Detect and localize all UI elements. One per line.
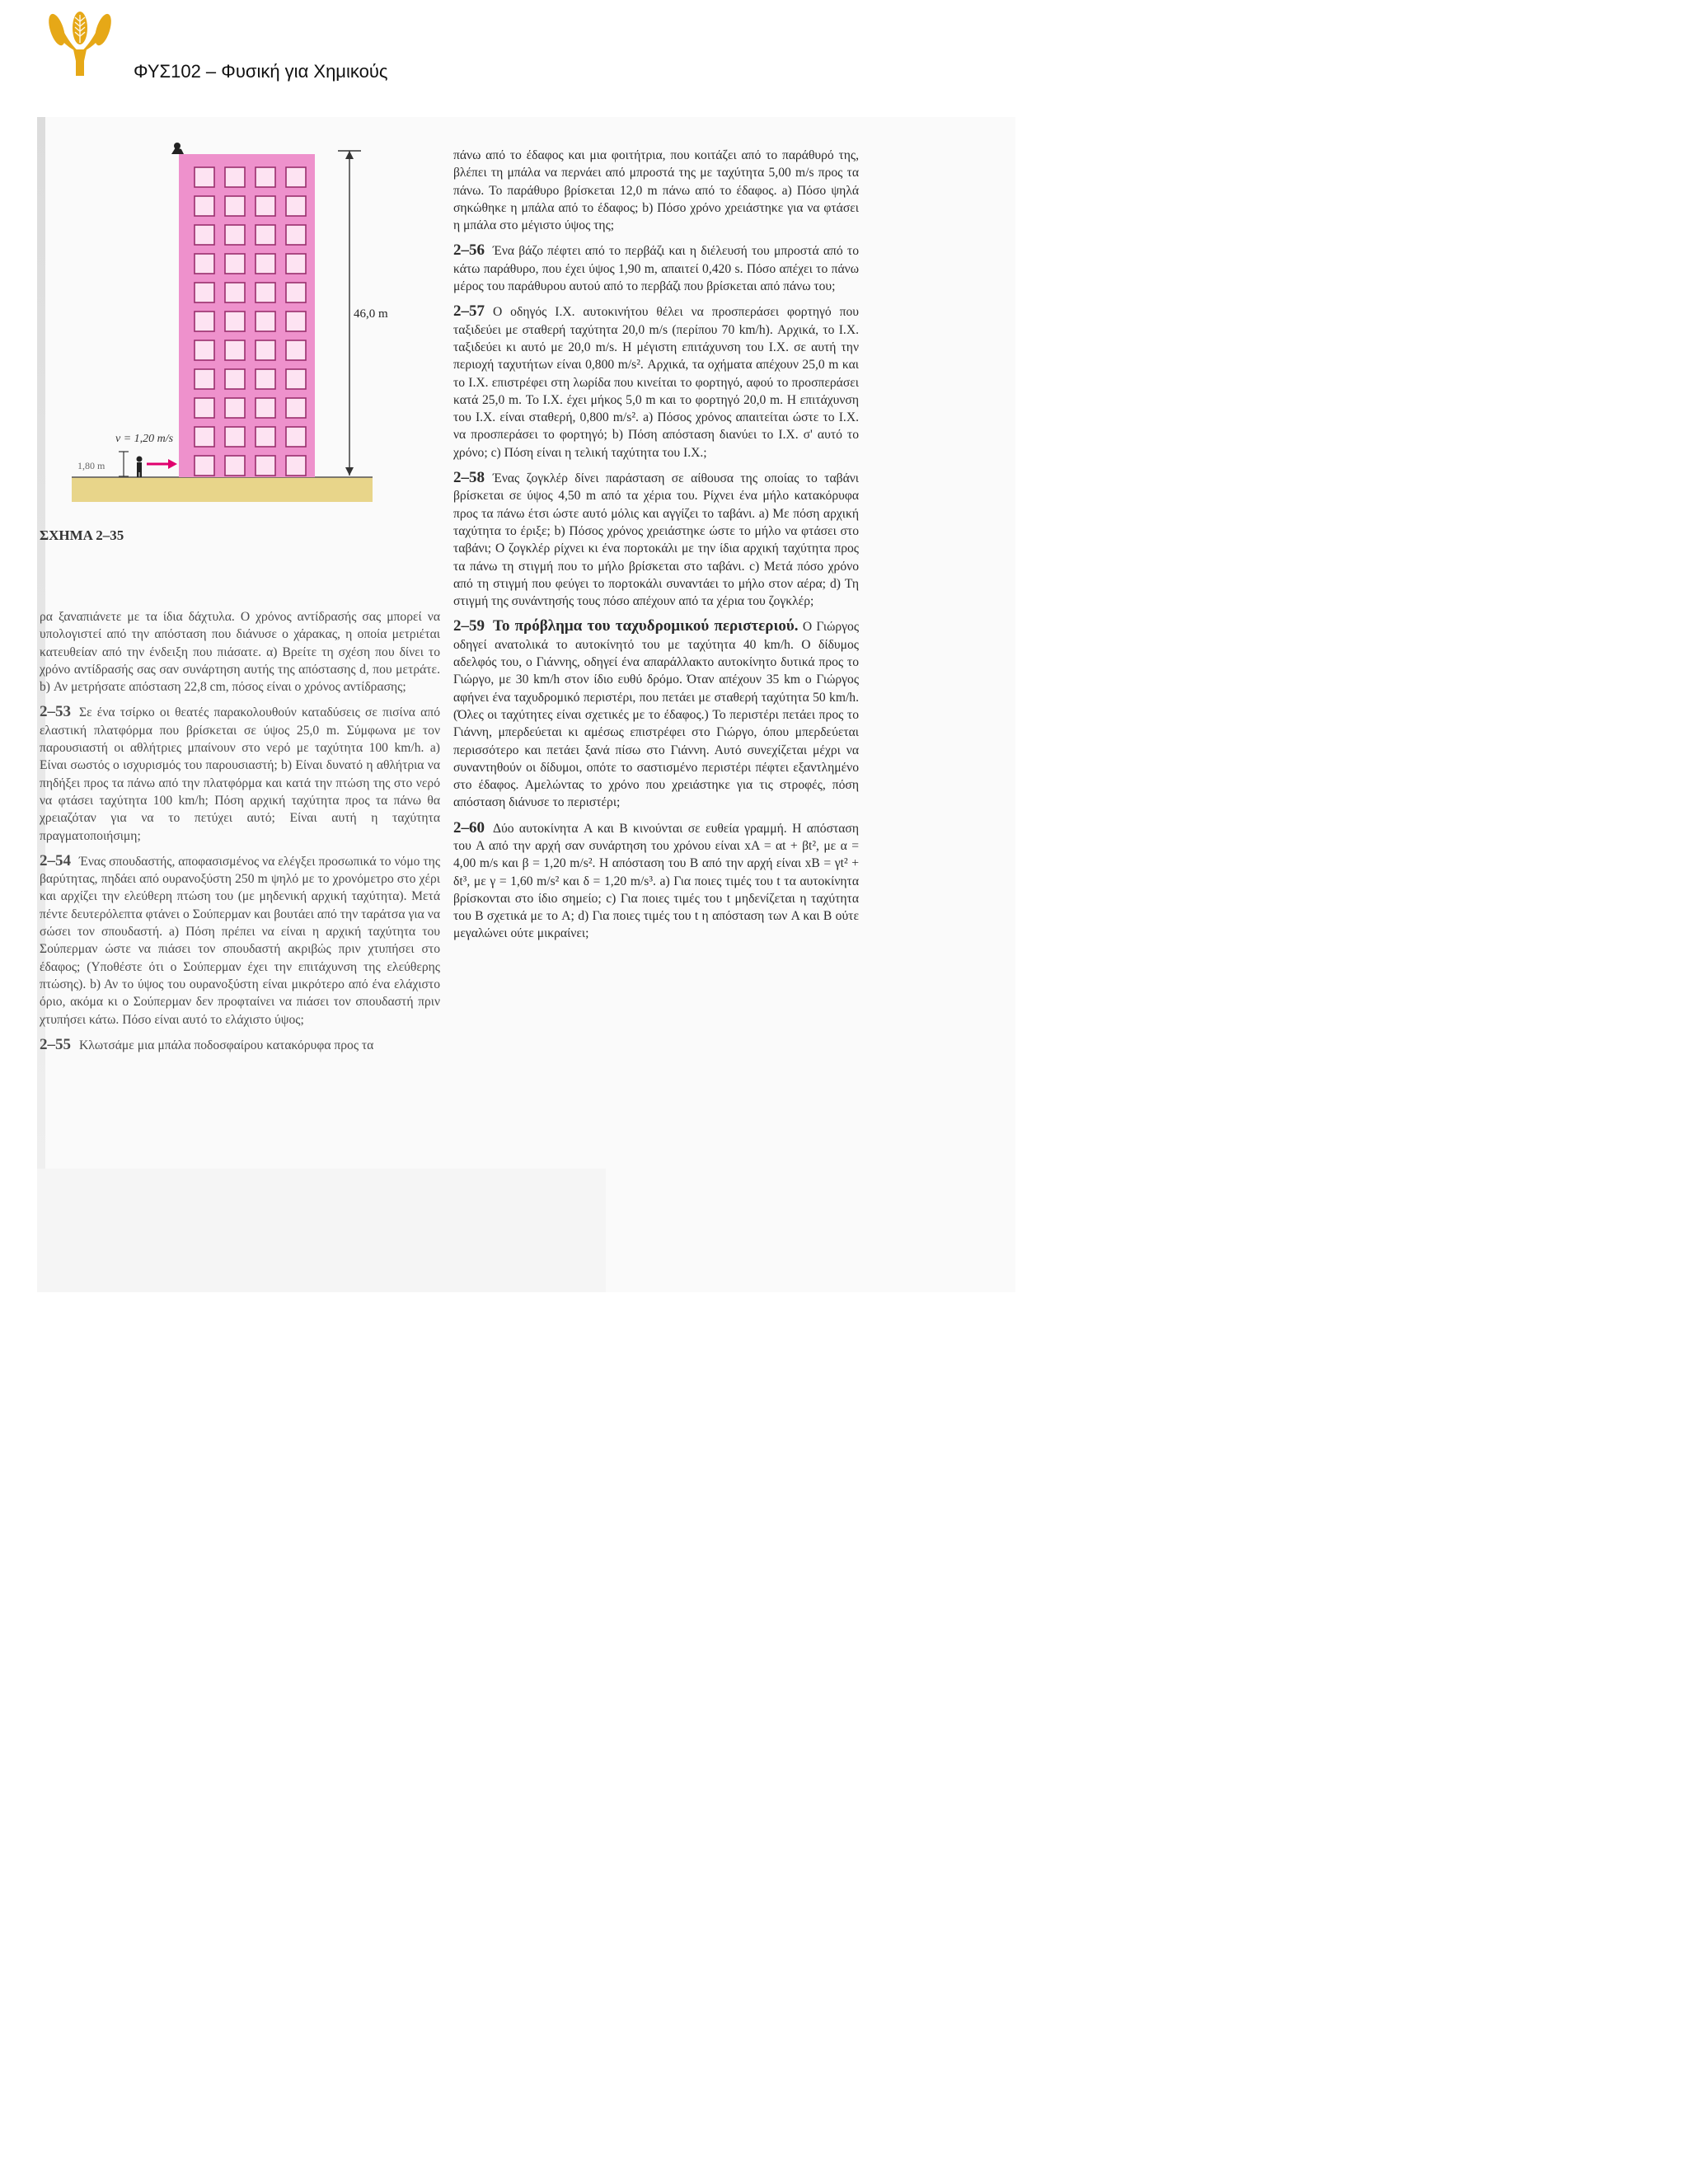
problem-number: 2–56 <box>453 241 485 260</box>
problem-text: Δύο αυτοκίνητα A και B κινούνται σε ευθεία γραμμή. Η απόσταση του A από την αρχή σαν συνάρτηση του χρόνου είναι xA = αt + βt², με α = 4,00 m/s και β = 1,20 m/s². Η απόσταση του B από την αρχή είναι xB = γt² + δt³, με γ = 1,60 m/s² και δ = 1,20 m/s³. a) Για ποιες τιμές του t τα αυτοκίνητα βρίσκονται στο ίδιο σημείο; c) Για ποιες τιμές του t μηδενίζεται η ταχύτητα του B σχετικά με το A; d) Για ποιες τιμές του t η απόσταση των A και B ούτε μεγαλώνει ούτε μικραίνει; <box>453 821 859 941</box>
problem-2-60 <box>453 819 859 943</box>
building-window <box>195 225 214 245</box>
building-window <box>256 398 275 418</box>
problem-title: Το πρόβλημα του ταχυδρομικού περιστεριού. <box>493 617 799 635</box>
problem-text: Κλωτσάμε μια μπάλα ποδοσφαίρου κατακόρυφα προς τα <box>79 1038 374 1052</box>
building-window <box>256 369 275 389</box>
person-on-roof-icon <box>171 143 184 154</box>
left-column <box>40 608 440 1062</box>
problem-text: Ένας ζογκλέρ δίνει παράσταση σε αίθουσα της οποίας το ταβάνι βρίσκεται σε ύψος 4,50 m από τα χέρια του. Ρίχνει ένα μήλο κατακόρυφα προς τα πάνω έτσι ώστε αυτό μόλις και αγγίζει το ταβάνι. a) Με πόση αρχική ταχύτητα το έριξε; b) Πόσος χρόνος χρειάστηκε ώστε το μήλο να φτάσει στο ταβάνι; Ο ζογκλέρ ρίχνει κι ένα πορτοκάλι με την ίδια αρχική ταχύτητα προς τα πάνω τη στιγμή που το μήλο βρίσκεται στο ταβάνι. c) Μετά πόσο χρόνο από τη στιγμή που φεύγει το πορτοκάλι συναντάει το μήλο στον αέρα; d) Τη στιγμή της συνάντησής τους πόσο απέχουν από τα χέρια του ζογκλέρ; <box>453 471 859 609</box>
building-window <box>286 456 306 476</box>
speed-label: v = 1,20 m/s <box>115 433 174 445</box>
building-window <box>256 254 275 274</box>
problem-2-59 <box>453 617 859 811</box>
problem-text: Ένα βάζο πέφτει από το περβάζι και η διέλευσή του μπροστά από το κάτω παράθυρο, που έχει ύψος 1,90 m, απαιτεί 0,420 s. Πόσο απέχει το πάνω μέρος του παράθυρου αυτού από το περβάζι που βρίσκεται από πάνω του; <box>453 244 859 294</box>
building-window <box>225 254 245 274</box>
building-window <box>195 398 214 418</box>
building-window <box>195 196 214 216</box>
building-window <box>286 312 306 331</box>
problem-text: Ένας σπουδαστής, αποφασισμένος να ελέγξει προσωπικά το νόμο της βαρύτητας, πηδάει από ουρανοξύστη 250 m ψηλό με το χρονόμετρο στο χέρι και αρχίζει την ελεύθερη πτώση του (με μηδενική αρχική ταχύτητα). Μετά πέντε δευτερόλεπτα φτάνει ο Σούπερμαν και βουτάει από την ταράτσα για να σώσει τον σπουδαστή. a) Πόση πρέπει να είναι η αρχική ταχύτητα του Σούπερμαν ώστε να πιάσει τον σπουδαστή ακριβώς πριν χτυπήσει στο έδαφος; (Υποθέστε ότι ο Σούπερμαν έχει την επιτάχυνση της ελεύθερης πτώσης). b) Αν το ύψος του ουρανοξύστη είναι μικρότερο από ένα ελάχιστο όριο, ακόμα κι ο Σούπερμαν δεν προφταίνει να πιάσει τον σπουδαστή πριν χτυπήσει κάτω. Πόσο είναι αυτό το ελάχιστο ύψος; <box>40 854 440 1027</box>
building-window <box>256 312 275 331</box>
building-window <box>286 283 306 302</box>
building-window <box>286 398 306 418</box>
building-window <box>195 369 214 389</box>
text-fragment: ρα ξαναπιάνετε με τα ίδια δάχτυλα. Ο χρόνος αντίδρασής σας μπορεί να υπολογιστεί από την απόσταση που διάνυσε ο χάρακας, η οποία μετριέται κατευθείαν από την ένδειξη που πιάσατε. α) Βρείτε τη σχέση που δίνει το χρόνο αντίδρασής σας σαν συνάρτηση αυτής της απόστασης d, που μετράτε. b) Αν μετρήσατε απόσταση 22,8 cm, πόσος είναι ο χρόνος αντίδρασης; <box>40 610 440 695</box>
walking-person-icon <box>137 457 143 478</box>
building-window <box>225 312 245 331</box>
problem-number: 2–58 <box>453 469 485 487</box>
building-window <box>286 167 306 187</box>
person-height-label: 1,80 m <box>77 460 106 471</box>
problem-number: 2–55 <box>40 1035 71 1053</box>
problem-text: Ο Γιώργος οδηγεί ανατολικά το αυτοκίνητό του με ταχύτητα 40 km/h. Ο δίδυμος αδελφός του, ο Γιάννης, οδηγεί ένα απαράλλακτο αυτοκίνητο δυτικά προς το Γιώργο, με 30 km/h στον ίδιο ευθύ δρόμο. Όταν απέχουν 35 km ο Γιώργος αφήνει ένα ταχυδρομικό περιστέρι, που πετάει με σταθερή ταχύτητα 50 km/h. (Όλες οι ταχύτητες είναι σχετικές με το έδαφος.) Το περιστέρι πετάει προς το Γιάννη, μπερδεύεται κι αμέσως επιστρέφει στο Γιώργο, όπου μπερδεύεται περισσότερο και πετάει ξανά πίσω στο Γιάννη. Αυτό συνεχίζεται μέχρι να συναντηθούν οι δίδυμοι, οπότε το σαστισμένο περιστέρι πέφτει εξαντλημένο στο έδαφος. Αμελώντας το χρόνο που χρειάστηκε για τις στροφές, πόση απόσταση διάνυσε το περιστέρι; <box>453 620 859 810</box>
problem-number: 2–60 <box>453 818 485 837</box>
problem-2-55 <box>40 1036 440 1054</box>
building-window <box>256 283 275 302</box>
problem-2-54 <box>40 852 440 1029</box>
scan-margin <box>37 1169 606 1292</box>
ground <box>72 477 373 502</box>
problem-2-57 <box>453 302 859 462</box>
problem-number: 2–53 <box>40 703 71 721</box>
figure-caption: ΣΧΗΜΑ 2–35 <box>40 527 124 543</box>
building-window <box>256 196 275 216</box>
building-window <box>256 225 275 245</box>
velocity-arrow-icon <box>147 459 177 469</box>
building-window <box>195 340 214 360</box>
person-height-dimension <box>119 452 129 476</box>
building-window <box>225 225 245 245</box>
problem-2-56 <box>453 241 859 295</box>
building-window <box>195 456 214 476</box>
building-window <box>286 225 306 245</box>
building-window <box>195 427 214 447</box>
building-window <box>225 283 245 302</box>
building-window <box>256 340 275 360</box>
building-window <box>225 427 245 447</box>
building-window <box>286 254 306 274</box>
problem-2-55-continued: πάνω από το έδαφος και μια φοιτήτρια, που κοιτάζει από το παράθυρό της, βλέπει τη μπάλα να περνάει από μπροστά της με ταχύτητα 5,00 m/s προς τα πάνω. Το παράθυρο βρίσκεται 12,0 m πάνω από το έδαφος. a) Πόσο ψηλά σηκώθηκε η μπάλα από το έδαφος; b) Πόσο χρόνο χρειάστηκε για να φτάσει η μπάλα στο μέγιστο ύψος της; <box>453 148 859 233</box>
university-logo <box>45 12 115 79</box>
problem-number: 2–57 <box>453 302 485 321</box>
problem-2-53 <box>40 703 440 844</box>
building-window <box>225 456 245 476</box>
building-window <box>256 456 275 476</box>
right-column <box>453 147 859 950</box>
building-window <box>195 167 214 187</box>
building-window <box>195 254 214 274</box>
building-figure <box>68 136 389 507</box>
building-window <box>286 369 306 389</box>
building-window <box>225 196 245 216</box>
building-window <box>225 369 245 389</box>
building-window <box>225 167 245 187</box>
height-label: 46,0 m <box>354 307 388 321</box>
building-window <box>195 312 214 331</box>
building-window <box>225 340 245 360</box>
problem-number: 2–54 <box>40 851 71 869</box>
building-window <box>286 196 306 216</box>
problem-text: Σε ένα τσίρκο οι θεατές παρακολουθούν καταδύσεις σε πισίνα από ελαστική πλατφόρμα που βρίσκεται σε ύψος 25,0 m. Σύμφωνα με τον παρουσιαστή οι αθλήτριες μπαίνουν στο νερό με ταχύτητα 100 km/h. a) Είναι σωστός ο ισχυρισμός του παρουσιαστή; b) Είναι δυνατό η αθλήτρια να πηδήξει προς τα πάνω από την πλατφόρμα και κατά την πτώση της στο νερό να φτάσει ταχύτητα 100 km/h; Πόση αρχική ταχύτητα προς τα πάνω θα χρειαζόταν για να το πετύχει αυτό; Είναι αυτή η ταχύτητα πραγματοποιήσιμη; <box>40 705 440 843</box>
building-window <box>225 398 245 418</box>
building-window <box>256 167 275 187</box>
problem-number: 2–59 <box>453 617 485 635</box>
problem-text: Ο οδηγός Ι.Χ. αυτοκινήτου θέλει να προσπεράσει φορτηγό που ταξιδεύει με σταθερή ταχύτητα 20,0 m/s (περίπου 70 km/h). Αρχικά, το Ι.Χ. ταξιδεύει κι αυτό με 20,0 m/s. Η μέγιστη επιτάχυνση του Ι.Χ. σε αυτή την περιοχή ταχυτήτων είναι 0,800 m/s². Αρχικά, τα οχήματα απέχουν 25,0 m και το Ι.Χ. επιστρέφει στη λωρίδα που κινείται το φορτηγό, αφού το προσπεράσει κατά 25,0 m. Το Ι.Χ. έχει μήκος 5,0 m και το φορτηγό 20,0 m. Η επιτάχυνση του Ι.Χ. είναι σταθερή, 0,800 m/s². a) Πόσος χρόνος απαιτείται ώστε το Ι.Χ. να προσπεράσει το φορτηγό; b) Πόση απόσταση διανύει το Ι.Χ. σ' αυτό το χρόνο; c) Πόση είναι η τελική ταχύτητα του Ι.Χ.; <box>453 305 859 460</box>
course-title: ΦΥΣ102 – Φυσική για Χημικούς <box>134 61 388 82</box>
problem-2-58 <box>453 469 859 610</box>
building-window <box>286 427 306 447</box>
building-window <box>286 340 306 360</box>
building-window <box>195 283 214 302</box>
building-window <box>256 427 275 447</box>
